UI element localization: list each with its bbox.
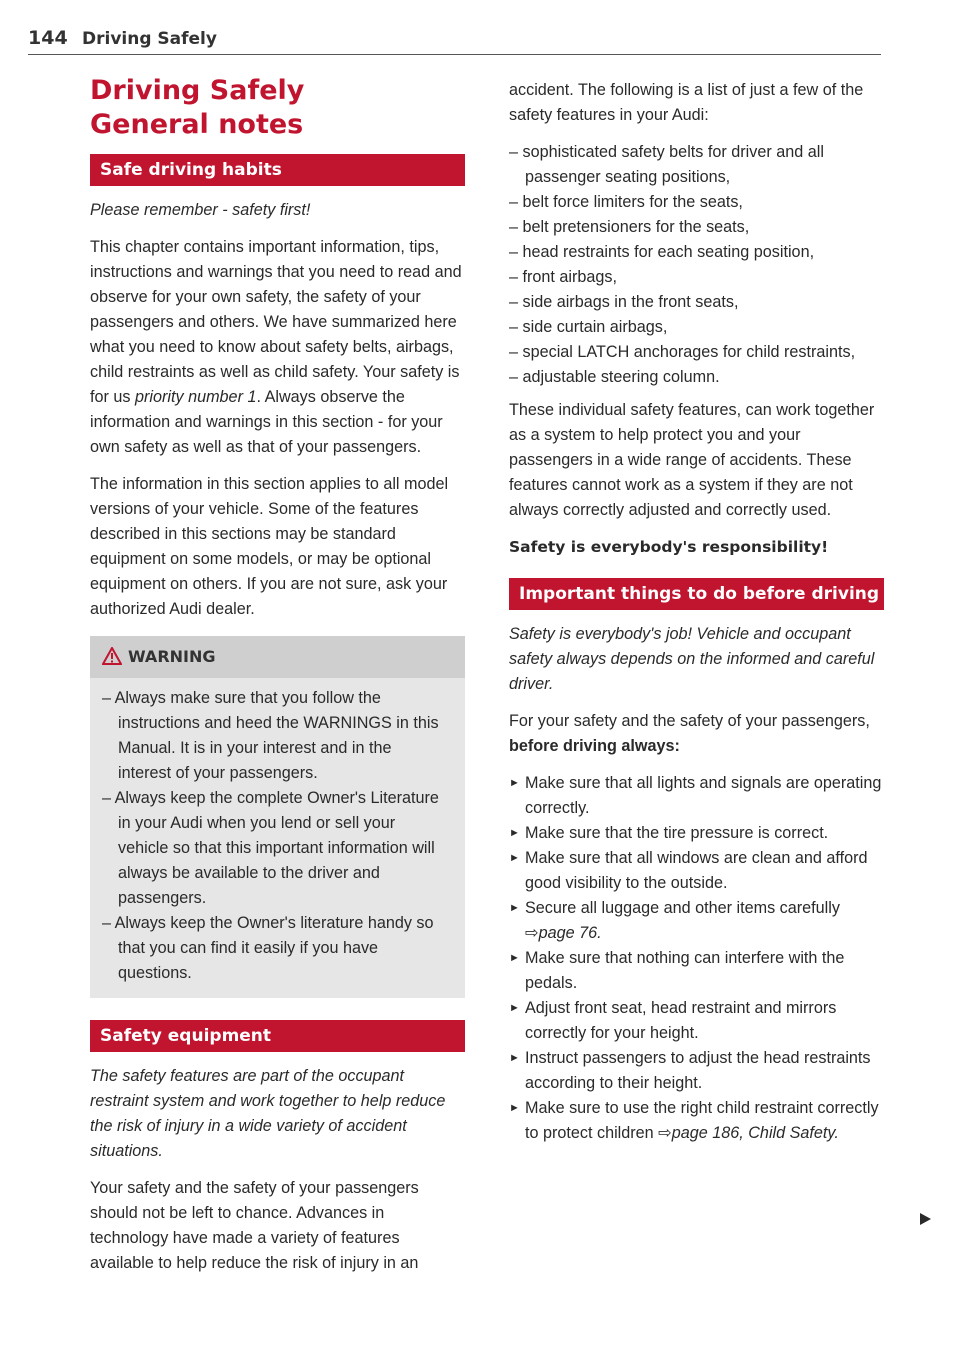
features-together-paragraph: These individual safety features, can work together as a system to help protect you and your passengers in a wide range of accidents. These features cannot work as a system if they are not always correctly adjusted and correctly used. <box>509 401 875 519</box>
list-item: ► Make sure that the tire pressure is correct. <box>509 821 884 846</box>
safe-driving-paragraph-1: This chapter contains important information, tips, instructions and warnings that you need to read and observe for your own safety, the safety of your passengers and others. We have summarized here what you need to know about safety belts, airbags, child restraints as well as child safety. Your safety is for us priority number 1. Always observe the information and warnings in this section - for your own safety as well as that of your passengers. <box>90 238 462 456</box>
triangle-bullet-icon: ► <box>509 1052 520 1064</box>
warning-triangle-icon <box>102 647 122 665</box>
triangle-bullet-icon: ► <box>509 902 520 914</box>
heading-safe-driving-habits: Safe driving habits <box>90 154 465 186</box>
safe-driving-paragraph-2: The information in this section applies to all model versions of your vehicle. Some of the features described in this sections may be standard equipment on some models, or may be optional equipment on others. If you are not sure, ask your authorized Audi dealer. <box>90 475 449 618</box>
warning-box <box>90 636 465 998</box>
list-item: – special LATCH anchorages for child restraints, <box>509 343 856 361</box>
page-reference-link[interactable]: ⇨page 76. <box>525 924 602 942</box>
list-item: – side curtain airbags, <box>509 318 668 336</box>
before-driving-steps <box>509 771 884 1146</box>
continue-arrow-icon <box>918 1212 932 1226</box>
list-item: ► Make sure that nothing can interfere with the pedals. <box>509 946 884 996</box>
list-item: – adjustable steering column. <box>509 368 720 386</box>
header-section-title: Driving Safely <box>82 29 217 49</box>
triangle-bullet-icon: ► <box>509 827 520 839</box>
triangle-bullet-icon: ► <box>509 852 520 864</box>
list-item: – belt force limiters for the seats, <box>509 193 743 211</box>
heading-safety-equipment: Safety equipment <box>90 1020 465 1052</box>
left-column <box>90 74 465 1288</box>
section-title: General notes <box>90 109 304 140</box>
responsibility-statement: Safety is everybody's responsibility! <box>509 538 829 556</box>
list-item: – side airbags in the front seats, <box>509 293 739 311</box>
page-header <box>28 24 881 55</box>
warning-item: – Always keep the complete Owner's Literature in your Audi when you lend or sell your vehicle so that this important information will always be available to the driver and passengers. <box>102 789 439 907</box>
list-item: ► Adjust front seat, head restraint and mirrors correctly for your height. <box>509 996 884 1046</box>
before-driving-emphasis: before driving always: <box>509 737 680 755</box>
list-item: – belt pretensioners for the seats, <box>509 218 750 236</box>
triangle-bullet-icon: ► <box>509 1002 520 1014</box>
triangle-bullet-icon: ► <box>509 777 520 789</box>
list-item: ► Make sure that all lights and signals are operating correctly. <box>509 771 884 821</box>
list-item: ► Instruct passengers to adjust the head restraints according to their height. <box>509 1046 884 1096</box>
chapter-title: Driving Safely <box>90 75 305 106</box>
safe-driving-intro: Please remember - safety first! <box>90 201 311 219</box>
heading-before-driving: Important things to do before driving <box>509 578 884 610</box>
priority-emphasis: priority number 1 <box>135 388 257 406</box>
right-column <box>509 78 884 1146</box>
warning-label: WARNING <box>128 647 216 666</box>
safety-features-list <box>509 140 884 390</box>
safety-equipment-intro: The safety features are part of the occupant restraint system and work together to help reduce the risk of injury in a wide variety of accident situations. <box>90 1067 446 1160</box>
warning-item: – Always make sure that you follow the instructions and heed the WARNINGS in this Manual. It is in your interest and in the interest of your passengers. <box>102 689 439 782</box>
triangle-bullet-icon: ► <box>509 952 520 964</box>
page-reference-link[interactable]: ⇨page 186, Child Safety. <box>658 1124 839 1142</box>
list-item: ► Make sure that all windows are clean and afford good visibility to the outside. <box>509 846 884 896</box>
list-item: ► Secure all luggage and other items carefully ⇨page 76. <box>509 896 884 946</box>
warning-item: – Always keep the Owner's literature handy so that you can find it easily if you have questions. <box>102 914 434 982</box>
warning-list <box>90 678 465 986</box>
before-driving-lead: For your safety and the safety of your passengers, before driving always: <box>509 712 870 755</box>
list-item: – front airbags, <box>509 268 617 286</box>
list-item: – sophisticated safety belts for driver and all passenger seating positions, <box>509 143 824 186</box>
continued-paragraph: accident. The following is a list of just a few of the safety features in your Audi: <box>509 81 864 124</box>
triangle-bullet-icon: ► <box>509 1102 520 1114</box>
list-item: – head restraints for each seating position, <box>509 243 815 261</box>
warning-header <box>90 636 465 678</box>
page-number: 144 <box>28 27 68 49</box>
list-item: ► Make sure to use the right child restraint correctly to protect children ⇨page 186, Child Safety. <box>509 1096 884 1146</box>
safety-equipment-paragraph: Your safety and the safety of your passengers should not be left to chance. Advances in technology have made a variety of features available to help reduce the risk of injury in an <box>90 1179 419 1272</box>
before-driving-intro: Safety is everybody's job! Vehicle and occupant safety always depends on the informed and careful driver. <box>509 625 875 693</box>
